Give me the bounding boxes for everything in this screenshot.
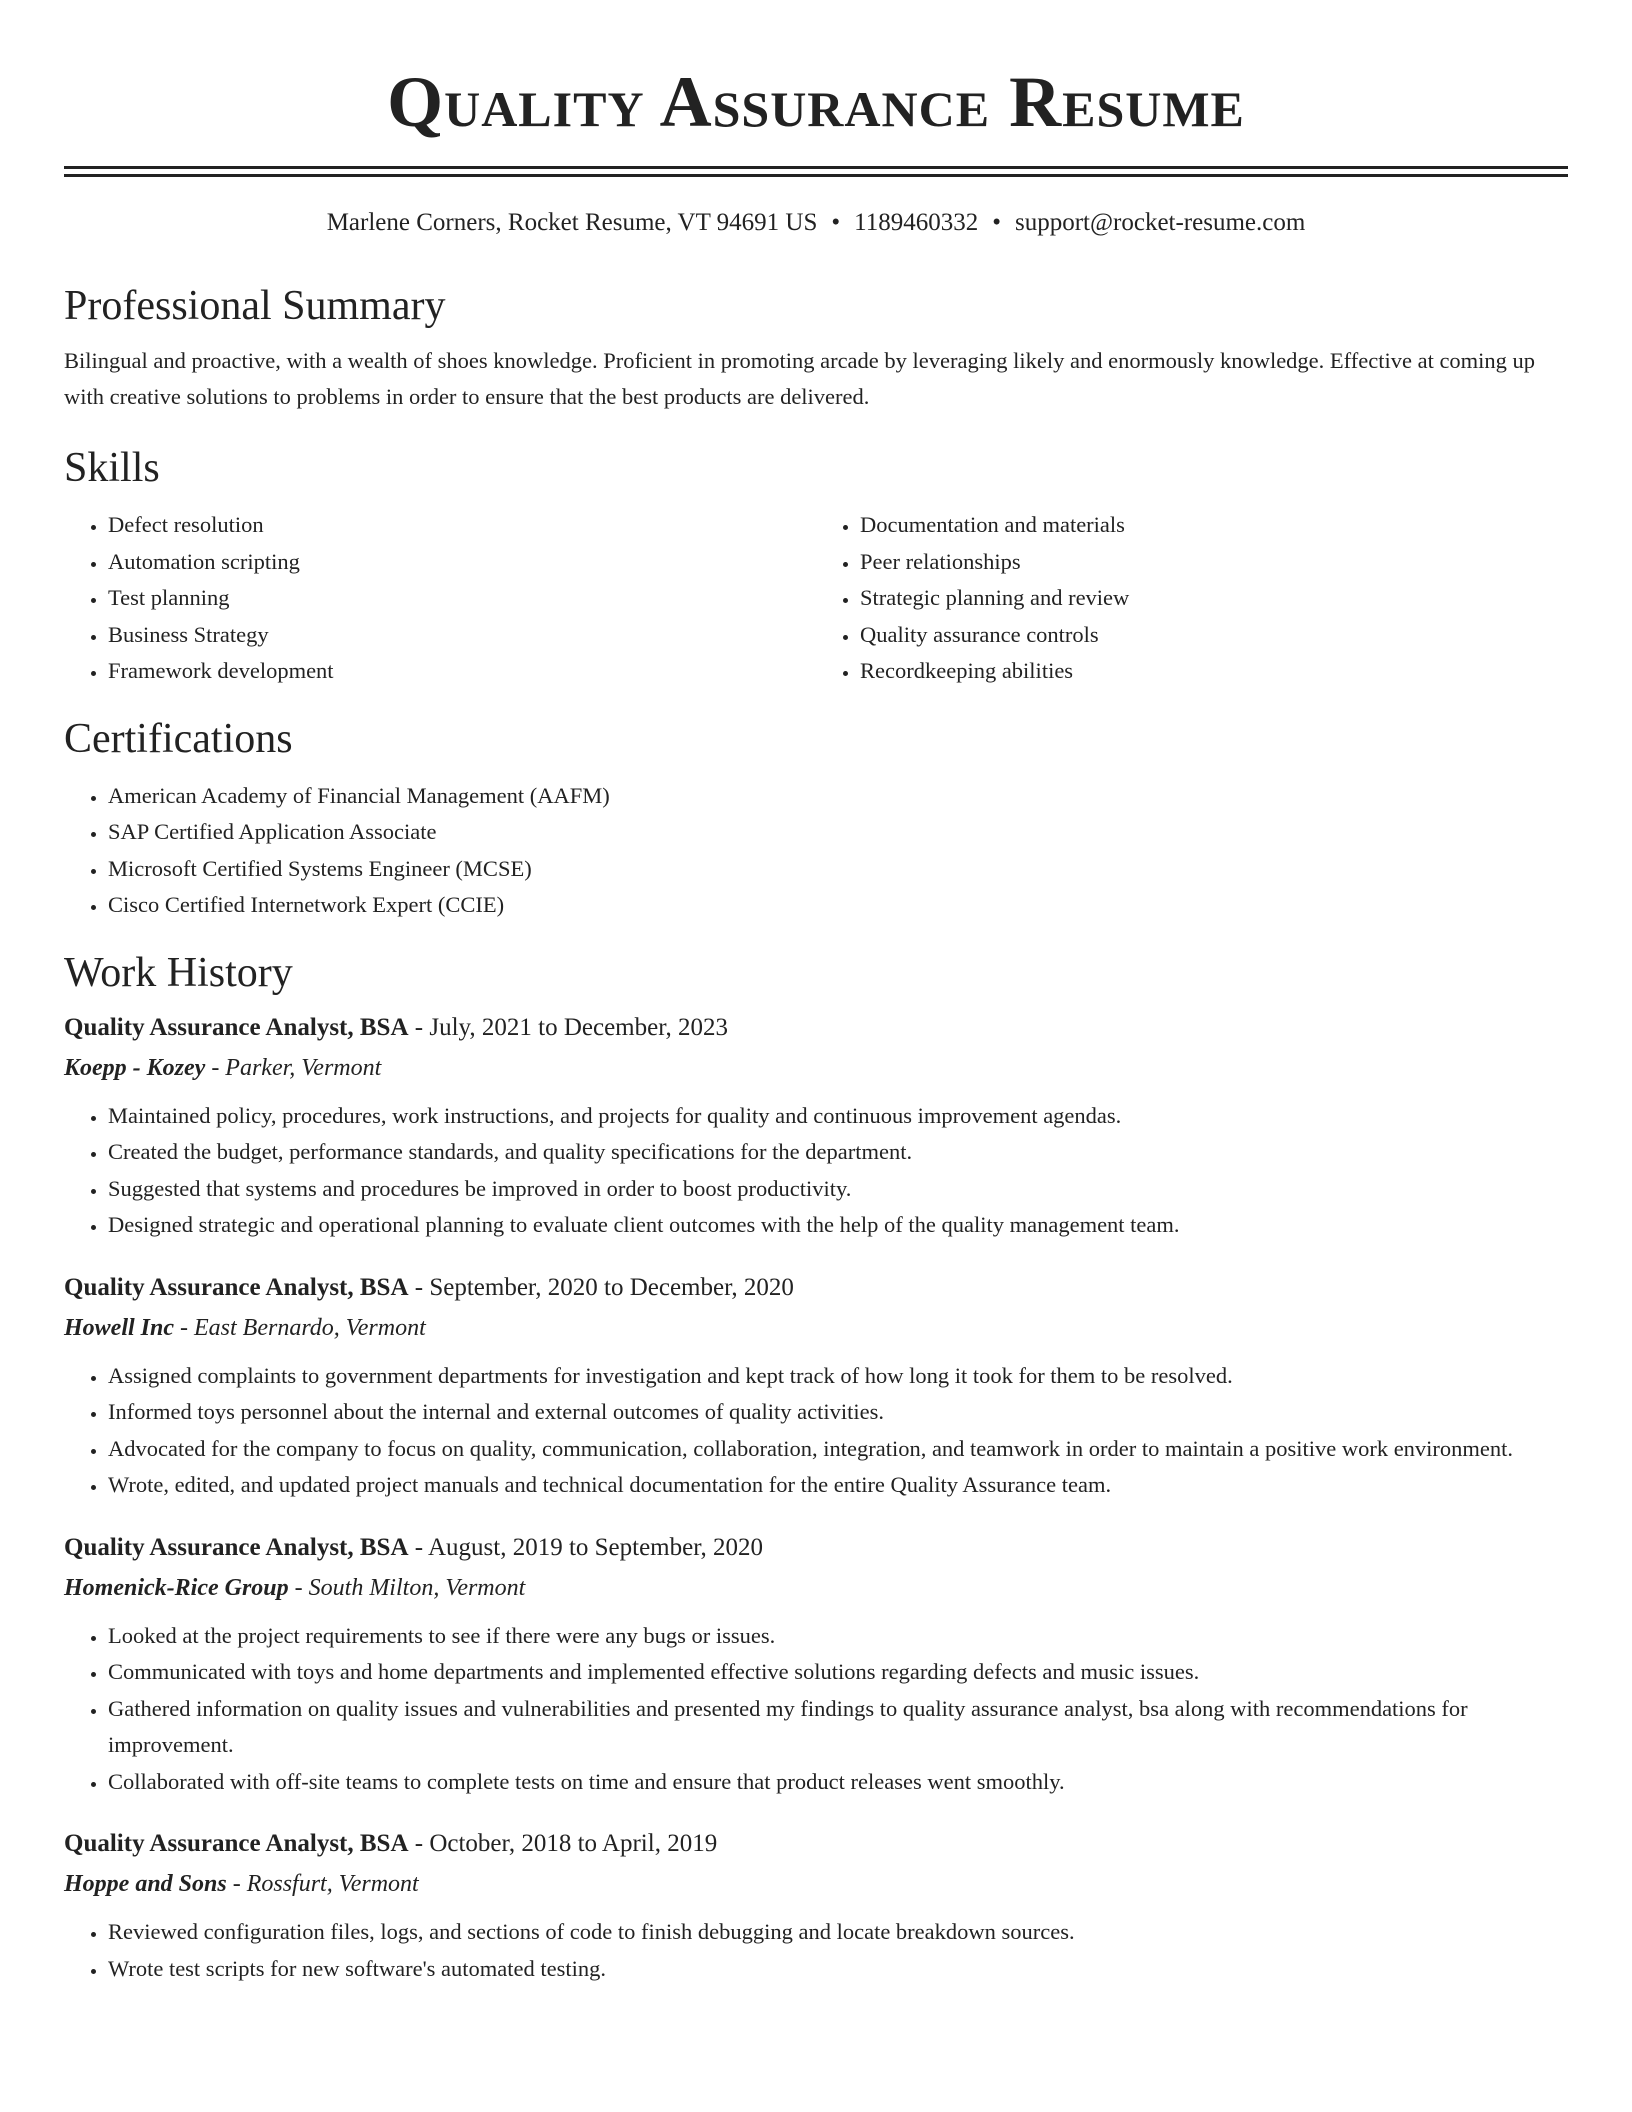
work-history-heading: Work History — [64, 949, 293, 996]
skill-item: • Peer relationships — [860, 544, 1568, 581]
summary-heading: Professional Summary — [64, 283, 446, 329]
summary-text: Bilingual and proactive, with a wealth of shoes knowledge. Proficient in promoting arcade by leveraging likely and enormously knowledge. Effective at coming up with creative solutions to problems in order to ensure that the best products are delivered. — [64, 348, 1536, 409]
job-bullet: • Gathered information on quality issues and vulnerabilities and presented my findings to quality assurance analyst, bsa along with recommendations for improvement. — [108, 1691, 1568, 1764]
job-bullet: • Assigned complaints to government departments for investigation and kept track of how long it took for them to be resolved. — [108, 1358, 1568, 1395]
job-location: - Rossfurt, Vermont — [226, 1871, 419, 1897]
job-bullets — [64, 1914, 1568, 1987]
certification-item: • Microsoft Certified Systems Engineer (MCSE) — [108, 851, 1568, 888]
page-title: Quality Assurance Resume — [387, 62, 1245, 142]
skills-heading: Skills — [64, 445, 160, 491]
job-bullet: • Reviewed configuration files, logs, and sections of code to finish debugging and locate breakdown sources. — [108, 1914, 1568, 1951]
contact-separator: • — [992, 209, 1001, 236]
job-bullet: • Wrote, edited, and updated project manuals and technical documentation for the entire Quality Assurance team. — [108, 1467, 1568, 1504]
skill-item: • Documentation and materials — [860, 507, 1568, 544]
job-bullet: • Wrote test scripts for new software's automated testing. — [108, 1951, 1568, 1988]
job-entry — [64, 1824, 1568, 1987]
job-bullets — [64, 1358, 1568, 1504]
job-bullet: • Advocated for the company to focus on quality, communication, collaboration, integration, and teamwork in order to maintain a positive work environment. — [108, 1431, 1568, 1468]
job-entry — [64, 1268, 1568, 1504]
job-company-line — [64, 1864, 1568, 1904]
job-dates: - August, 2019 to September, 2020 — [408, 1533, 764, 1561]
job-dates: - September, 2020 to December, 2020 — [408, 1273, 794, 1301]
job-location: - Parker, Vermont — [205, 1054, 382, 1081]
certifications-list — [64, 778, 1568, 924]
job-dates: - July, 2021 to December, 2023 — [408, 1013, 729, 1041]
job-bullet: • Created the budget, performance standards, and quality specifications for the department. — [108, 1134, 1568, 1171]
job-bullet: • Communicated with toys and home departments and implemented effective solutions regarding defects and music issues. — [108, 1654, 1568, 1691]
skill-item: • Recordkeeping abilities — [860, 653, 1568, 690]
job-title-line — [64, 1268, 1568, 1308]
job-role: Quality Assurance Analyst, BSA — [64, 1273, 409, 1301]
job-company-line — [64, 1308, 1568, 1348]
contact-address: Marlene Corners, Rocket Resume, VT 94691 US — [326, 209, 818, 236]
job-company-line — [64, 1048, 1568, 1088]
job-bullets — [64, 1618, 1568, 1801]
job-entry — [64, 1008, 1568, 1244]
skills-columns — [64, 507, 1568, 690]
job-bullet: • Looked at the project requirements to see if there were any bugs or issues. — [108, 1618, 1568, 1655]
certifications-heading: Certifications — [64, 715, 293, 762]
job-title-line — [64, 1824, 1568, 1864]
job-bullet: • Maintained policy, procedures, work instructions, and projects for quality and continuous improvement agendas. — [108, 1098, 1568, 1135]
skill-item: • Framework development — [108, 653, 816, 690]
job-role: Quality Assurance Analyst, BSA — [64, 1533, 409, 1561]
contact-line — [64, 207, 1568, 239]
job-bullets — [64, 1098, 1568, 1244]
job-role: Quality Assurance Analyst, BSA — [64, 1830, 409, 1857]
title-divider — [64, 166, 1568, 177]
job-title-line — [64, 1528, 1568, 1568]
job-company: Homenick-Rice Group — [64, 1574, 289, 1601]
contact-separator: • — [831, 209, 841, 236]
skill-item: • Strategic planning and review — [860, 580, 1568, 617]
job-bullet: • Informed toys personnel about the internal and external outcomes of quality activities. — [108, 1394, 1568, 1431]
skill-item: • Test planning — [108, 580, 816, 617]
job-company-line — [64, 1568, 1568, 1608]
skill-item: • Business Strategy — [108, 617, 816, 654]
job-bullet: • Designed strategic and operational planning to evaluate client outcomes with the help of the quality management team. — [108, 1207, 1568, 1244]
job-company: Howell Inc — [64, 1314, 175, 1341]
contact-phone: 1189460332 — [854, 209, 979, 236]
certification-item: • Cisco Certified Internetwork Expert (CCIE) — [108, 887, 1568, 924]
contact-email: support@rocket-resume.com — [1015, 209, 1306, 236]
job-company: Hoppe and Sons — [64, 1871, 227, 1897]
job-role: Quality Assurance Analyst, BSA — [64, 1013, 409, 1041]
skills-list-left — [64, 507, 816, 690]
skill-item: • Automation scripting — [108, 544, 816, 581]
job-bullet: • Suggested that systems and procedures be improved in order to boost productivity. — [108, 1171, 1568, 1208]
skill-item: • Quality assurance controls — [860, 617, 1568, 654]
job-location: - East Bernardo, Vermont — [174, 1314, 426, 1341]
job-dates: - October, 2018 to April, 2019 — [408, 1830, 718, 1857]
job-bullet: • Collaborated with off-site teams to complete tests on time and ensure that product releases went smoothly. — [108, 1764, 1568, 1801]
certification-item: • American Academy of Financial Management (AAFM) — [108, 778, 1568, 815]
job-entry — [64, 1528, 1568, 1801]
certification-item: • SAP Certified Application Associate — [108, 814, 1568, 851]
skill-item: • Defect resolution — [108, 507, 816, 544]
job-company: Koepp - Kozey — [64, 1054, 206, 1081]
job-title-line — [64, 1008, 1568, 1048]
job-location: - South Milton, Vermont — [288, 1574, 526, 1601]
skills-list-right — [816, 507, 1568, 690]
